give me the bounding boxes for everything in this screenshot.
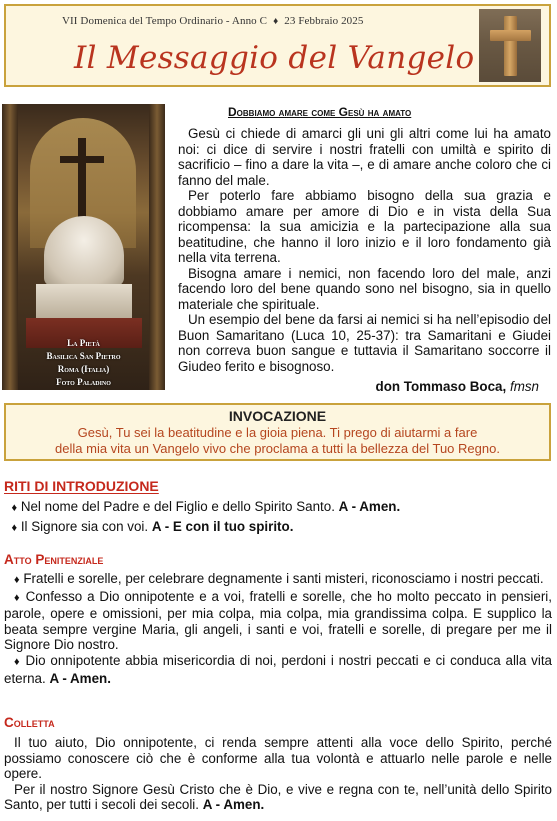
diamond-bullet-icon: ♦ [14,574,20,586]
invocation-text: Gesù, Tu sei la beatitudine e la gioia piena. Ti prego di aiutarmi a fare della mia vita un Vangelo vivo che proclama a tutti la bellezza del Tuo Regno. [55,425,500,456]
liturgical-date-line [62,15,363,27]
riti-item: ♦ Il Signore sia con voi. A - E con il tuo spirito. [11,519,294,534]
author-name: don Tommaso Boca, [375,379,507,394]
cross-icon [504,16,517,76]
author-order: fmsn [509,379,539,394]
assembly-response: A - E con il tuo spirito. [151,519,294,534]
atto-penitenziale-text: ♦ Fratelli e sorelle, per celebrare degnamente i santi misteri, riconosciamo i nostri peccati. ♦ Confesso a Dio onnipotente e a voi, fratelli e sorelle, che ho molto peccato in pensieri, parole, opere e omissioni, per mia colpa, mia colpa, mia grandissima colpa. E supplico la beata sempre vergine Maria, gli angeli, i santi e voi, fratelli e sorelle, di pregare per me il Signore Dio nostro. ♦ Dio onnipotente abbia misericordia di noi, perdoni i nostri peccati e ci conduca alla vita eterna. A - Amen. [4,571,552,686]
pieta-photo [2,104,165,390]
wooden-cross-image [479,9,541,82]
article-body [178,126,551,374]
article-paragraph: Per poterlo fare abbiamo bisogno della sua grazia e dobbiamo amare per amore di Dio e in vista della Sua ricompensa: la sua amicizia e la partecipazione alla sua beatitudine, che hanno il loro inizio e il loro fondamento già nella vita terrena. [178,188,551,265]
article-author [376,379,539,394]
section-title-colletta: Colletta [4,715,55,730]
section-title-atto-penitenziale: Atto Penitenziale [4,552,104,567]
pieta-statue [44,216,124,286]
invocation-box [4,403,551,461]
article-paragraph: Gesù ci chiede di amarci gli uni gli altri come lui ha amato noi: ci dice di servire i nostri fratelli con umiltà e spirito di sacrificio – fino a dare la vita –, e di amare anche coloro che ci fanno del male. [178,126,551,188]
assembly-response: A - Amen. [202,797,265,813]
photo-caption: La Pietà Basilica San Pietro Roma (Italia) Foto Paladino [46,338,121,387]
article-title: Dobbiamo amare come Gesù ha amato [228,105,412,119]
newsletter-title: Il Messaggio del Vangelo [74,40,475,76]
liturgical-day: VII Domenica del Tempo Ordinario - Anno C [62,15,268,27]
article-paragraph: Un esempio del bene da farsi ai nemici si ha nell’episodio del Buon Samaritano (Luca 10, 25-37): tra Samaritani e Giudei non correva buon sangue e tuttavia il Samaritano soccorre il Giudeo ferito e bisognoso. [178,312,551,374]
section-title-riti: RITI DI INTRODUZIONE [4,478,159,494]
diamond-bullet-icon: ♦ [11,502,18,514]
riti-item: ♦ Nel nome del Padre e del Figlio e dello Spirito Santo. A - Amen. [11,499,401,514]
publication-date: 23 Febbraio 2025 [284,15,364,27]
diamond-bullet-icon: ♦ [14,655,21,668]
article-paragraph: Bisogna amare i nemici, non facendo loro del male, anzi facendo loro del bene quando sono nel bisogno, sia in quello materiale che spirituale. [178,265,551,312]
colletta-text: Il tuo aiuto, Dio onnipotente, ci renda sempre attenti alla voce dello Spirito, perché possiamo conoscere ciò che è conforme alla tua volontà e attuarlo nelle parole e nelle opere. Per il nostro Signore Gesù Cristo che è Dio, e vive e regna con te, nell’unità dello Spirito Santo, per tutti i secoli dei secoli. A - Amen. [4,735,552,813]
diamond-bullet-icon: ♦ [14,591,21,604]
assembly-response: A - Amen. [338,499,401,514]
invocation-title: INVOCAZIONE [228,408,327,424]
header-banner [4,4,551,87]
assembly-response: A - Amen. [49,670,111,686]
diamond-separator-icon: ♦ [273,16,279,27]
diamond-bullet-icon: ♦ [11,522,18,534]
